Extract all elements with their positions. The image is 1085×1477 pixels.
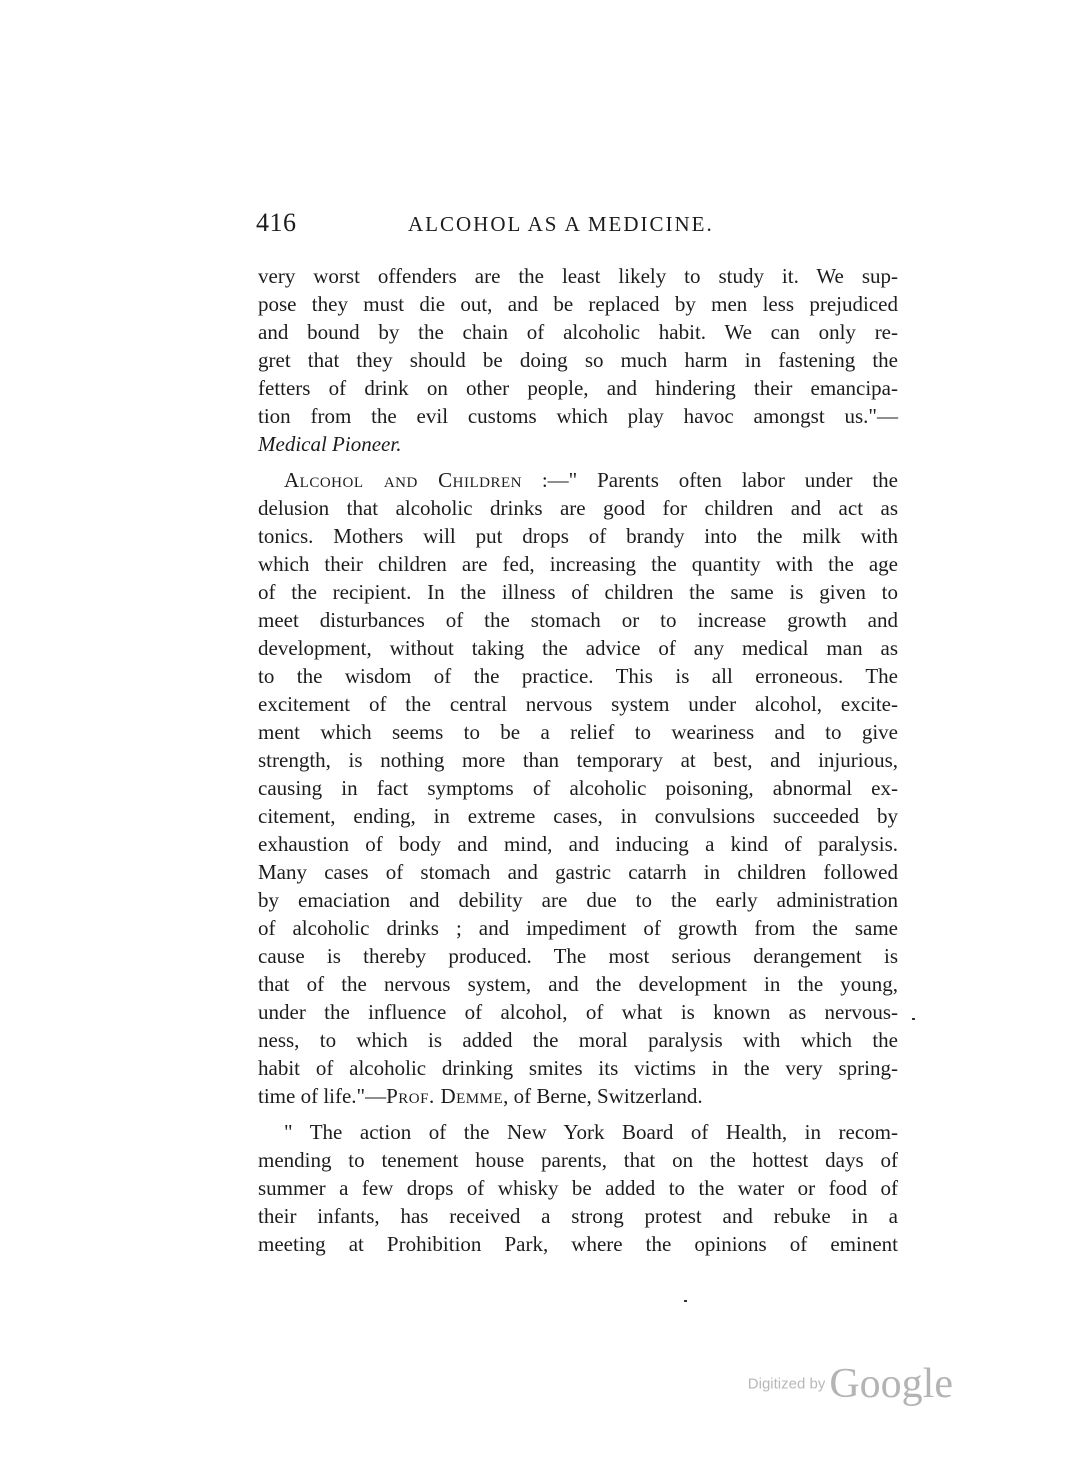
text-line: fetters of drink on other people, and hindering their emancipa- xyxy=(258,376,898,400)
paragraph-1 xyxy=(258,262,898,458)
text-line: meet disturbances of the stomach or to increase growth and xyxy=(258,608,898,632)
text-line: ness, to which is added the moral paralysis with which the xyxy=(258,1028,898,1052)
google-logo: Google xyxy=(829,1361,953,1407)
text-line: excitement of the central nervous system under alcohol, excite- xyxy=(258,692,898,716)
text-line: exhaustion of body and mind, and inducing a kind of paralysis. xyxy=(258,832,898,856)
section-heading: Alcohol and Children xyxy=(284,468,522,492)
text-line: by emaciation and debility are due to the early administration xyxy=(258,888,898,912)
ink-speck xyxy=(684,1300,687,1302)
attribution-author: Prof. Demme xyxy=(386,1084,504,1108)
text-line: summer a few drops of whisky be added to the water or food of xyxy=(258,1176,898,1200)
watermark-prefix: Digitized by xyxy=(747,1375,826,1393)
text-line: tion from the evil customs which play havoc amongst us."— xyxy=(258,404,898,428)
paragraph-lead-line xyxy=(258,466,898,494)
text-line: that of the nervous system, and the development in the young, xyxy=(258,972,898,996)
body-text xyxy=(258,262,898,1258)
text-line: their infants, has received a strong protest and rebuke in a xyxy=(258,1204,898,1228)
attribution-line xyxy=(258,1082,898,1110)
paragraph-3 xyxy=(258,1118,898,1258)
text-line: mending to tenement house parents, that on the hottest days of xyxy=(258,1148,898,1172)
text-line: and bound by the chain of alcoholic habit. We can only re- xyxy=(258,320,898,344)
text-line: under the influence of alcohol, of what is known as nervous- xyxy=(258,1000,898,1024)
text-line: causing in fact symptoms of alcoholic poisoning, abnormal ex- xyxy=(258,776,898,800)
attribution-end: , of Berne, Switzerland. xyxy=(503,1084,703,1108)
text-line: habit of alcoholic drinking smites its victims in the very spring- xyxy=(258,1056,898,1080)
page-number: 416 xyxy=(256,208,297,237)
text-line: pose they must die out, and be replaced by men less prejudiced xyxy=(258,292,898,316)
text-line: " The action of the New York Board of Health, in recom- xyxy=(284,1120,898,1144)
ink-speck xyxy=(912,1018,915,1020)
text-line: citement, ending, in extreme cases, in convulsions succeeded by xyxy=(258,804,898,828)
paragraph-2 xyxy=(258,466,898,1110)
running-title: ALCOHOL AS A MEDICINE. xyxy=(408,212,714,236)
text-line: delusion that alcoholic drinks are good for children and act as xyxy=(258,496,898,520)
lead-text: :—" Parents often labor under the xyxy=(522,468,898,492)
text-line: of the recipient. In the illness of children the same is given to xyxy=(258,580,898,604)
text-line: cause is thereby produced. The most serious derangement is xyxy=(258,944,898,968)
text-line: ment which seems to be a relief to weariness and to give xyxy=(258,720,898,744)
text-line: meeting at Prohibition Park, where the opinions of eminent xyxy=(258,1232,898,1256)
text-line: to the wisdom of the practice. This is all erroneous. The xyxy=(258,664,898,688)
attribution-start: time of life."— xyxy=(258,1084,387,1108)
text-line: development, without taking the advice of any medical man as xyxy=(258,636,898,660)
text-line: of alcoholic drinks ; and impediment of growth from the same xyxy=(258,916,898,940)
running-head xyxy=(256,208,906,244)
text-line: very worst offenders are the least likely to study it. We sup- xyxy=(258,264,898,288)
text-line: gret that they should be doing so much harm in fastening the xyxy=(258,348,898,372)
text-line: which their children are fed, increasing the quantity with the age xyxy=(258,552,898,576)
text-line: strength, is nothing more than temporary at best, and injurious, xyxy=(258,748,898,772)
text-line: tonics. Mothers will put drops of brandy into the milk with xyxy=(258,524,898,548)
source-citation: Medical Pioneer. xyxy=(258,432,402,456)
text-line: Many cases of stomach and gastric catarrh in children followed xyxy=(258,860,898,884)
digitized-watermark xyxy=(748,1360,953,1406)
